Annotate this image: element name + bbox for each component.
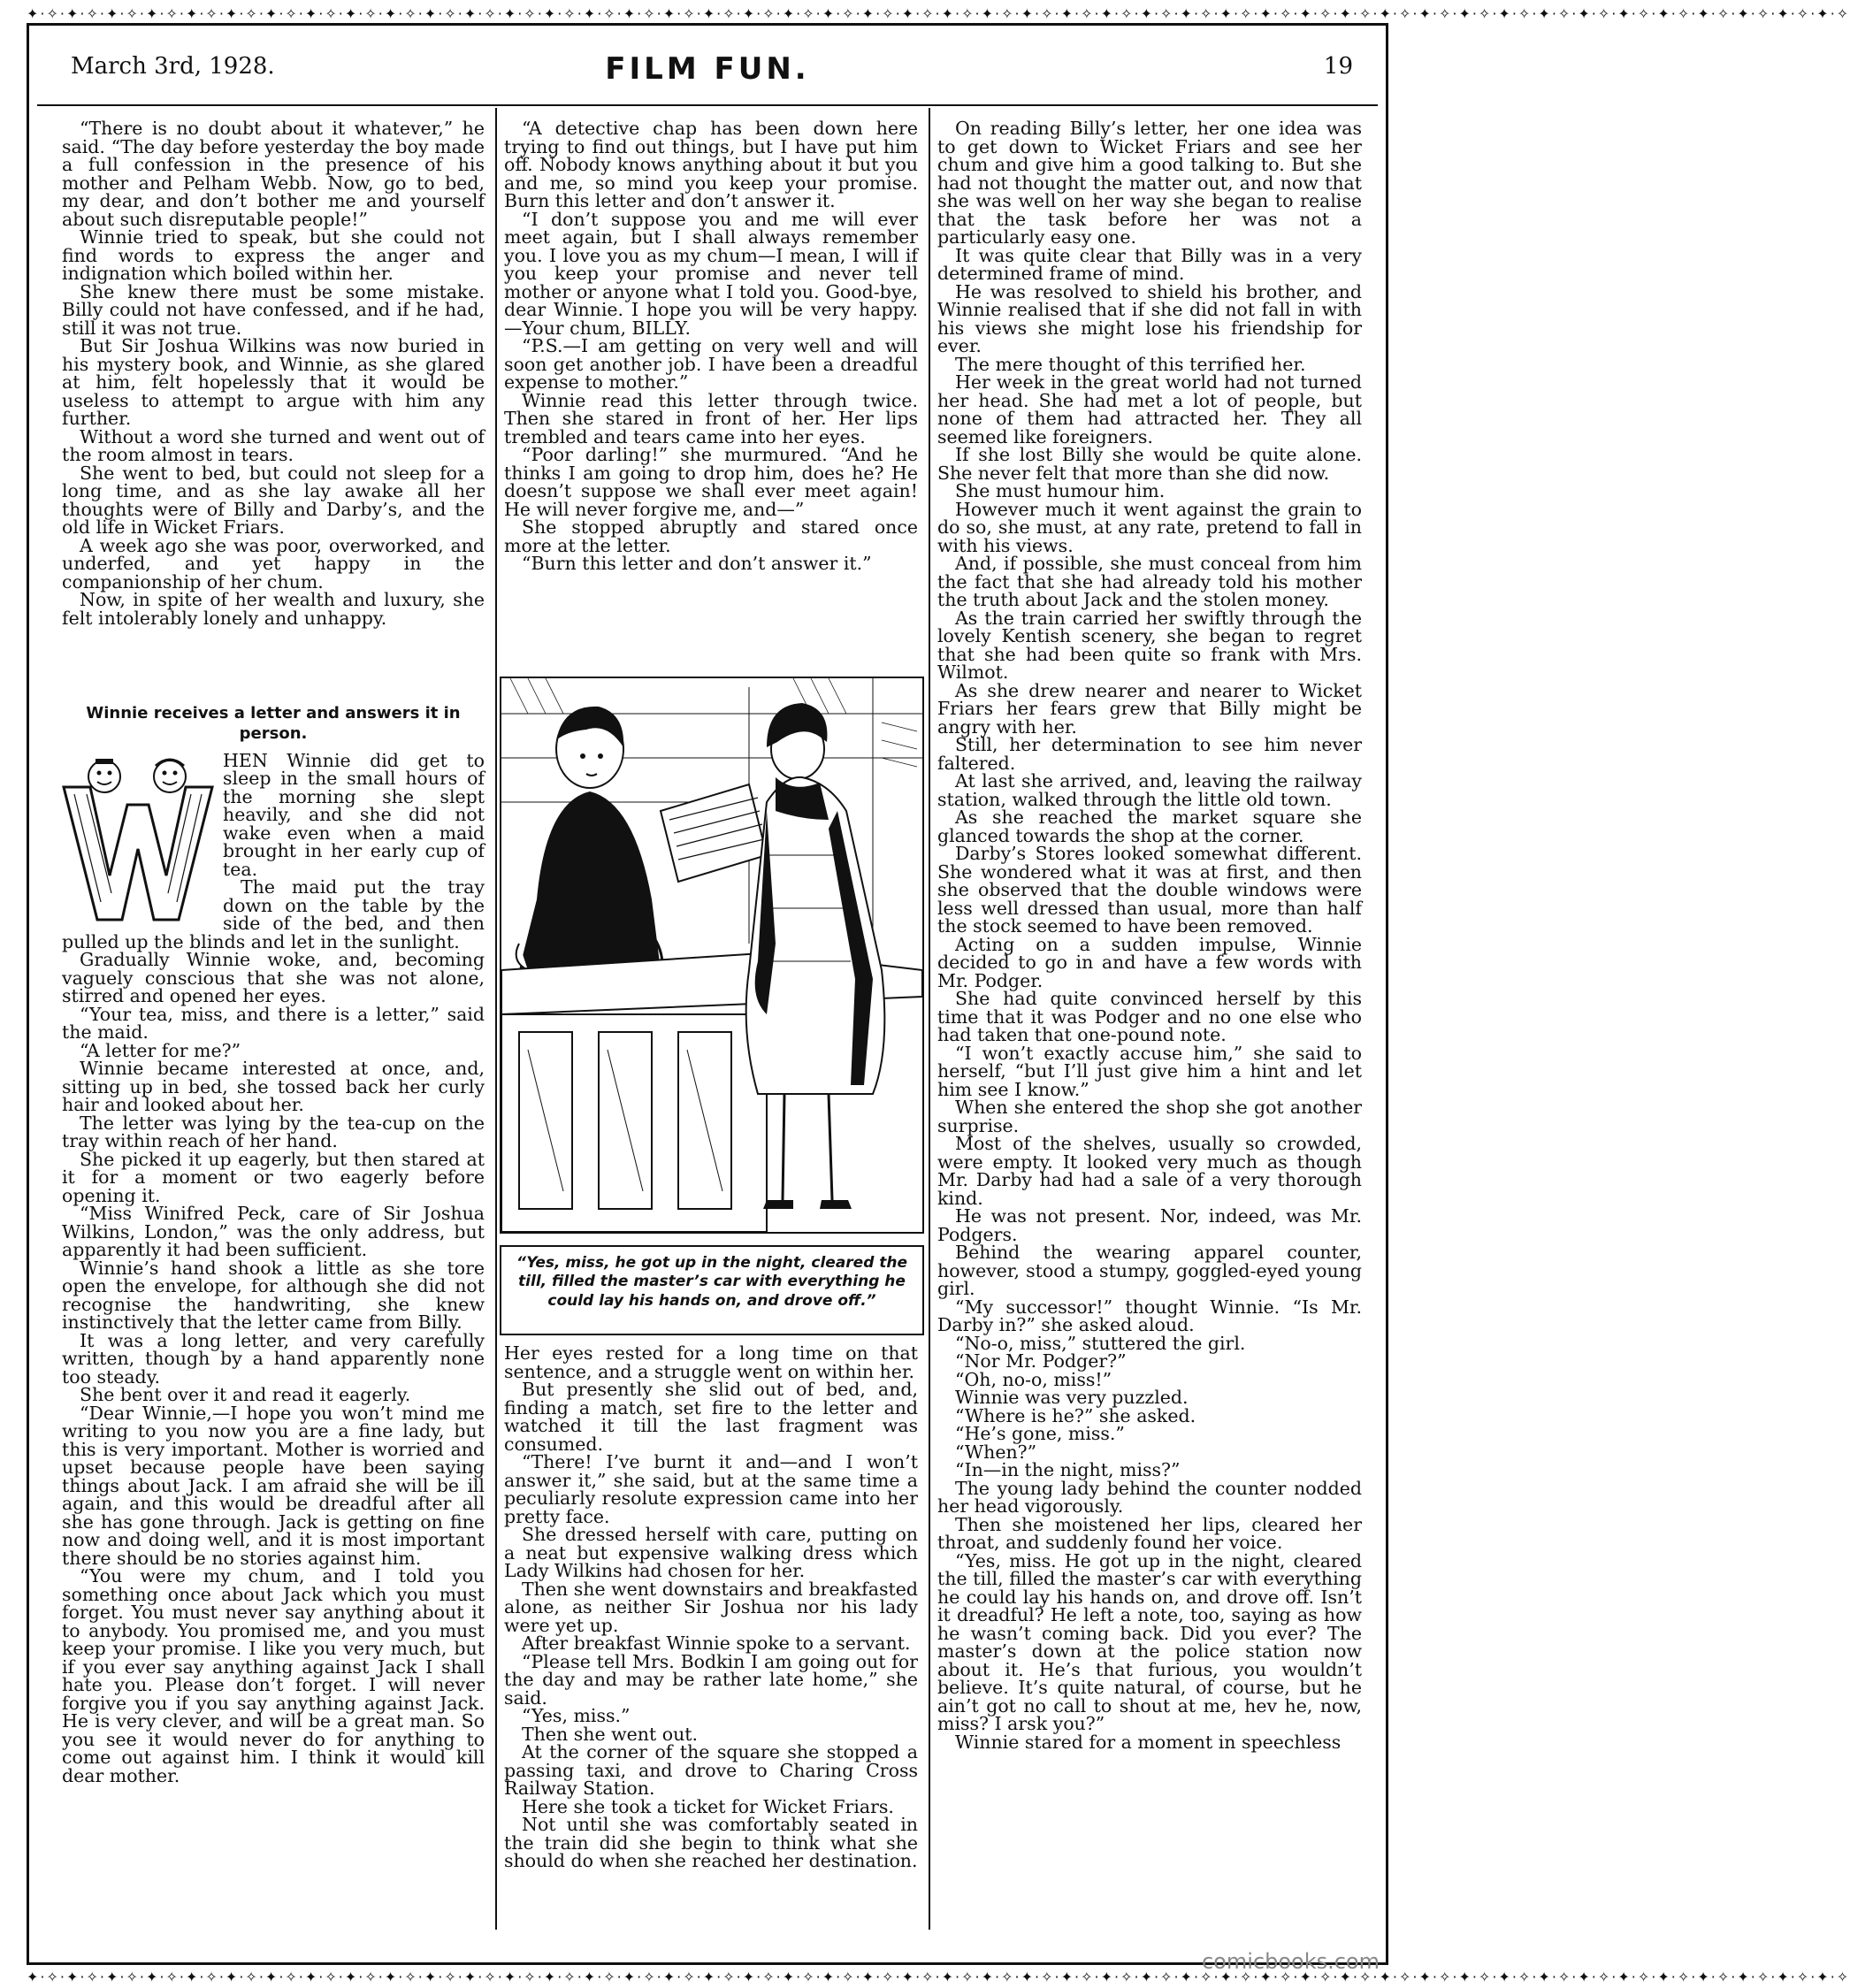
paragraph: A week ago she was poor, overworked, and underfed, and yet happy in the companionship of her chum. — [62, 534, 485, 593]
section-heading: Winnie receives a letter and answers it in person. — [86, 704, 461, 744]
paragraph: But Sir Joshua Wilkins was now buried in his mystery book, and Winnie, as she glared at him, felt hopelessly that it would be useless to attempt to argue with him any further. — [62, 335, 485, 429]
paragraph: The mere thought of this terrified her. — [955, 353, 1306, 375]
column-2-bottom — [504, 1344, 918, 1870]
paragraph: Winnie read this letter through twice. Then she stared in front of her. Her lips trembled and tears came into her eyes. — [504, 389, 918, 447]
decorative-initial-w — [57, 752, 216, 929]
paragraph: “Oh, no-o, miss!” — [955, 1368, 1112, 1390]
paragraph: The maid put the tray down on the table by the side of the bed, and then pulled up the blinds and let in the sunlight. — [62, 876, 485, 952]
paragraph: Still, her determination to see him never faltered. — [937, 734, 1362, 774]
paragraph: Behind the wearing apparel counter, however, stood a stumpy, goggled-eyed young girl. — [937, 1242, 1362, 1299]
paragraph: And, if possible, she must conceal from him the fact that she had already told his mother the truth about Jack and the stolen money. — [937, 553, 1362, 610]
paragraph: Winnie’s hand shook a little as she tore open the envelope, for although she did not recognise the handwriting, she knew instinctively that the letter came from Billy. — [62, 1257, 485, 1334]
paragraph: He was not present. Nor, indeed, was Mr. Podgers. — [937, 1205, 1362, 1245]
paragraph: “In—in the night, miss?” — [955, 1459, 1181, 1480]
paragraph: “He’s gone, miss.” — [955, 1423, 1125, 1444]
paragraph: Here she took a ticket for Wicket Friars. — [522, 1795, 894, 1817]
paragraph: Not until she was comfortably seated in the train did she begin to think what she should do when she reached her destination. — [504, 1814, 918, 1871]
paragraph: “When?” — [955, 1441, 1037, 1463]
shop-scene-drawing — [501, 678, 922, 1232]
paragraph: She stopped abruptly and stared once more at the letter. — [504, 516, 918, 556]
paragraph: Winnie stared for a moment in speechless — [955, 1731, 1342, 1753]
paragraph: On reading Billy’s letter, her one idea was to get down to Wicket Friars and see her chum and give him a good talking to. But she had not thought the matter out, and now that she was well on her way she began to realise that the task before her was not a particularly easy one. — [937, 118, 1362, 248]
paragraph: However much it went against the grain to do so, she must, at any rate, pretend to fall in with his views. — [937, 498, 1362, 556]
paragraph: As the train carried her swiftly through the lovely Kentish scenery, she began to regret that she had been quite so frank with Mrs. Wilmot. — [937, 607, 1362, 683]
paragraph: “I won’t exactly accuse him,” she said to herself, “but I’ll just give him a hint and let him see I know.” — [937, 1042, 1362, 1100]
magazine-title: FILM FUN. — [605, 51, 810, 87]
paragraph: “P.S.—I am getting on very well and will soon get another job. I have been a dreadful expense to mother.” — [504, 335, 918, 393]
paragraph: Then she went out. — [522, 1723, 699, 1745]
column-1-top — [62, 119, 485, 627]
paragraph: Darby’s Stores looked somewhat different. She wondered what it was at first, and then she observed that the double windows were less well dressed than usual, more than half the stock seemed to have been removed. — [937, 843, 1362, 937]
paragraph: “A letter for me?” — [80, 1039, 241, 1061]
paragraph: Winnie was very puzzled. — [955, 1387, 1189, 1408]
paragraph: She had quite convinced herself by this time that it was Podger and no one else who had taken that one-pound note. — [937, 988, 1362, 1045]
story-illustration — [500, 677, 924, 1234]
paragraph: “There is no doubt about it whatever,” he said. “The day before yesterday the boy made a full confession in the presence of his mother and Pelham Webb. Now, go to bed, my dear, and don’t bother me and yourself about such disreputable people!” — [62, 118, 485, 230]
page-number: 19 — [1323, 53, 1353, 80]
column-2-top — [504, 119, 918, 573]
paragraph: “No-o, miss,” stuttered the girl. — [955, 1332, 1246, 1354]
paragraph: Then she went downstairs and breakfasted alone, as neither Sir Joshua nor his lady were yet up. — [504, 1578, 918, 1636]
paragraph: “Miss Winifred Peck, care of Sir Joshua Wilkins, London,” was the only address, but apparently it had been sufficient. — [62, 1203, 485, 1261]
paragraph: “Burn this letter and don’t answer it.” — [522, 553, 872, 574]
top-border-ornament: ✦·✧·✦·✧·✦·✧·✦·✧·✦·✧·✦·✧·✦·✧·✦·✧·✦·✧·✦·✧·✦·✧·✦·✧·✦·✧·✦·✧·✦·✧·✦·✧·✦·✧·✦·✧·✦·✧·✦·✧·✦·✧·✦·✧·✦·✧·✦·✧·✦·✧·✦·✧·✦·✧·✦·✧·✦·✧·✦·✧·✦·✧·✦·✧·✦·✧·✦·✧·✦·✧·✦·✧·✦·✧·✦·✧·✦·✧·✦·✧·✦·✧·✦·✧·✦·✧·✦·✧·✦·✧·✦·✧ — [27, 5, 1850, 22]
paragraph: As she drew nearer and nearer to Wicket Friars her fears grew that Billy might be angry with her. — [937, 679, 1362, 738]
column-rule-2 — [929, 108, 930, 1930]
issue-date: March 3rd, 1928. — [71, 53, 275, 80]
paragraph: She dressed herself with care, putting on a neat but expensive walking dress which Lady Wilkins had chosen for her. — [504, 1524, 918, 1581]
paragraph: After breakfast Winnie spoke to a servant. — [522, 1632, 911, 1654]
paragraph: “You were my chum, and I told you something once about Jack which you must forget. You must never say anything about it to anybody. You promised me, and you must keep your promise. I like you very much, but if you ever say anything against Jack I shall hate you. Please don’t forget. I will never forgive you if you say anything against Jack. He is very clever, and will be a great man. So you see it would never do for anything to come out against him. I think it would kill dear mother. — [62, 1565, 485, 1786]
paragraph: It was quite clear that Billy was in a very determined frame of mind. — [937, 244, 1362, 284]
paragraph: HEN Winnie did get to sleep in the small hours of the morning she slept heavily, and she did not wake even when a maid brought in her early cup of tea. — [223, 749, 485, 880]
paragraph: She went to bed, but could not sleep for a long time, and as she lay awake all her thoughts were of Billy and Darby’s, and the old life in Wicket Friars. — [62, 462, 485, 538]
paragraph: “Your tea, miss, and there is a letter,” said the maid. — [62, 1003, 485, 1044]
column-rule-1 — [495, 108, 497, 1930]
paragraph: She knew there must be some mistake. Billy could not have confessed, and if he had, still it was not true. — [62, 280, 485, 339]
paragraph: At the corner of the square she stopped a passing taxi, and drove to Charing Cross Railway Station. — [504, 1741, 918, 1799]
illustration-caption: “Yes, miss, he got up in the night, cleared the till, filled the master’s car with everything he could lay his hands on, and drove off.” — [500, 1245, 924, 1335]
column-3 — [937, 119, 1362, 1751]
paragraph: Her week in the great world had not turned her head. She had met a lot of people, but none of them had attracted her. They all seemed like foreigners. — [937, 371, 1362, 447]
watermark: comicbooks.com — [1201, 1949, 1380, 1974]
paragraph: He was resolved to shield his brother, and Winnie realised that if she did not fall in with his views she might lose his friendship for ever. — [937, 280, 1362, 356]
paragraph: It was a long letter, and very carefully written, though by a hand apparently none too steady. — [62, 1329, 485, 1388]
masthead-rule — [37, 104, 1378, 106]
paragraph: Now, in spite of her wealth and luxury, she felt intolerably lonely and unhappy. — [62, 589, 485, 629]
paragraph: “There! I’ve burnt it and—and I won’t answer it,” she said, but at the same time a peculiarly resolute expression came into her pretty face. — [504, 1451, 918, 1527]
masthead — [53, 42, 1362, 104]
paragraph: Most of the shelves, usually so crowded, were empty. It looked very much as though Mr. Darby had had a sale of a very thorough kind. — [937, 1133, 1362, 1209]
paragraph: But presently she slid out of bed, and, finding a match, set fire to the letter and watched it till the last fragment was consumed. — [504, 1379, 918, 1455]
paragraph: “A detective chap has been down here trying to find out things, but I have put him off. Nobody knows anything about it but you and me, so mind you keep your promise. Burn this letter and don’t answer it. — [504, 118, 918, 211]
paragraph: Her eyes rested for a long time on that sentence, and a struggle went on within her. — [504, 1342, 918, 1382]
paragraph: The young lady behind the counter nodded her head vigorously. — [937, 1477, 1362, 1517]
paragraph: She must humour him. — [955, 480, 1166, 501]
column-1-bottom — [62, 703, 485, 1785]
paragraph: Gradually Winnie woke, and, becoming vaguely conscious that she was not alone, stirred and opened her eyes. — [62, 949, 485, 1007]
paragraph: Then she moistened her lips, cleared her throat, and suddenly found her voice. — [937, 1513, 1362, 1553]
paragraph: “Where is he?” she asked. — [955, 1404, 1196, 1426]
paragraph: Winnie tried to speak, but she could not find words to express the anger and indignation which boiled within her. — [62, 226, 485, 284]
paragraph: “My successor!” thought Winnie. “Is Mr. Darby in?” she asked aloud. — [937, 1296, 1362, 1335]
paragraph: “I don’t suppose you and me will ever meet again, but I shall always remember you. I love you as my chum—I mean, I will if you keep your promise and never tell mother or anyone what I told you. Good-bye, dear Winnie. I hope you will be very happy.—Your chum, BILLY. — [504, 208, 918, 339]
paragraph: As she reached the market square she glanced towards the shop at the corner. — [937, 807, 1362, 846]
paragraph: She bent over it and read it eagerly. — [80, 1384, 411, 1406]
paragraph: Winnie became interested at once, and, sitting up in bed, she tossed back her curly hair and looked about her. — [62, 1058, 485, 1116]
paragraph: “Please tell Mrs. Bodkin I am going out for the day and may be rather late home,” she said. — [504, 1650, 918, 1709]
paragraph: “Yes, miss.” — [522, 1705, 631, 1726]
paragraph: If she lost Billy she would be quite alone. She never felt that more than she did now. — [937, 444, 1362, 484]
bottom-border-ornament: ✦·✧·✦·✧·✦·✧·✦·✧·✦·✧·✦·✧·✦·✧·✦·✧·✦·✧·✦·✧·✦·✧·✦·✧·✦·✧·✦·✧·✦·✧·✦·✧·✦·✧·✦·✧·✦·✧·✦·✧·✦·✧·✦·✧·✦·✧·✦·✧·✦·✧·✦·✧·✦·✧·✦·✧·✦·✧·✦·✧·✦·✧·✦·✧·✦·✧·✦·✧·✦·✧·✦·✧·✦·✧·✦·✧·✦·✧·✦·✧·✦·✧·✦·✧·✦·✧·✦·✧·✦·✧·✦·✧ — [27, 1969, 1850, 1985]
paragraph: At last she arrived, and, leaving the railway station, walked through the little old town. — [937, 770, 1362, 810]
paragraph: “Poor darling!” she murmured. “And he thinks I am going to drop him, does he? He doesn’t suppose we shall ever meet again! He will never forgive me, and—” — [504, 444, 918, 520]
paragraph: Acting on a sudden impulse, Winnie decided to go in and have a few words with Mr. Podger. — [937, 933, 1362, 991]
paragraph: She picked it up eagerly, but then stared at it for a moment or two eagerly before opening it. — [62, 1148, 485, 1206]
paragraph: “Dear Winnie,—I hope you won’t mind me writing to you now you are a fine lady, but this is very important. Mother is worried and upset because people have been saying things about Jack. I am afraid she will be ill again, and this would be dreadful after all she has gone through. Jack is getting on fine now and doing well, and it is most important there should be no stories against him. — [62, 1402, 485, 1569]
paragraph: When she entered the shop she got another surprise. — [937, 1097, 1362, 1136]
paragraph: The letter was lying by the tea-cup on the tray within reach of her hand. — [62, 1112, 485, 1152]
paragraph: Without a word she turned and went out of the room almost in tears. — [62, 425, 485, 465]
paragraph: “Nor Mr. Podger?” — [955, 1350, 1127, 1372]
paragraph: “Yes, miss. He got up in the night, cleared the till, filled the master’s car with everything he could lay his hands on, and drove off. Isn’t it dreadful? He left a note, too, saying as how he wasn’t coming back. Did you ever? The master’s down at the police station now about it. He’s that furious, you wouldn’t believe. It’s quite natural, of course, but he ain’t got no call to shout at me, hev he, now, miss? I arsk you?” — [937, 1549, 1362, 1734]
